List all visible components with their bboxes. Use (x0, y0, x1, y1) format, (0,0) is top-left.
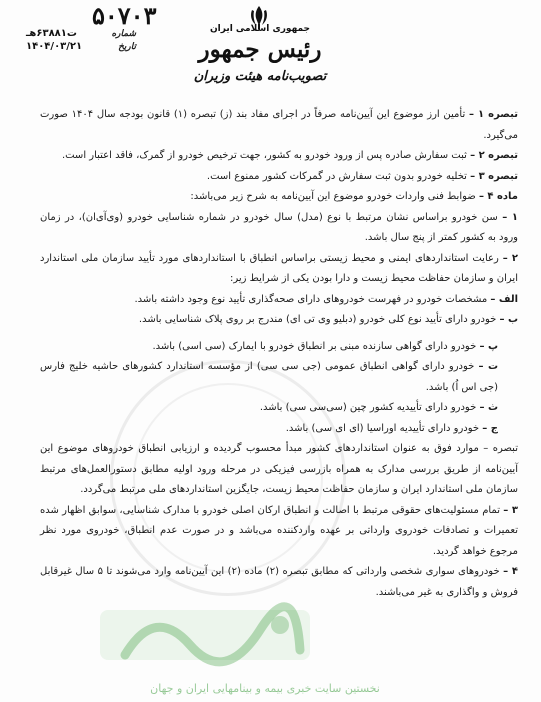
paragraph: ۳ – تمام مسئولیت‌های حقوقی مرتبط با اصالت و انطباق ارکان اصلی خودرو با مدارک شناسایی، سوابق اظهار شده تعمیرات و تصادفات خودروی وارداتی بر عهده واردکننده می‌باشد و در صورت عدم انطباق، خودروی مورد نظر مرجوع خواهد گردید. (40, 504, 519, 557)
document-number: ۵۰۷۰۳ (92, 4, 157, 30)
paragraph: پ – خودرو دارای گواهی سازنده مبنی بر انطباق خودرو با ایمارک (سی اسی) باشد. (152, 340, 498, 352)
council-decree-title: تصویب‌نامه هیئت وزیران (193, 69, 327, 84)
date-value: ۱۴۰۴/۰۳/۲۱ (26, 41, 83, 52)
decree-body (40, 105, 518, 603)
paragraph: ت – خودرو دارای گواهی انطباق عمومی (جی سی سی) از مؤسسه استاندارد کشورهای حاشیه خلیج فارس (جی اس اُ) باشد. (40, 361, 498, 393)
paragraph: ب – خودرو دارای تأیید نوع کلی خودرو (دبلیو وی تی ای) مندرج بر روی پلاک شناسایی باشد. (138, 314, 518, 325)
paragraph: ۲ – رعایت استانداردهای ایمنی و محیط زیستی براساس انطباق با استانداردهای مورد تأیید سازمان ملی استاندارد ایران و سازمان حفاظت محیط زیست و دارا بودن یکی از شرایط زیر: (40, 252, 518, 284)
paragraph: تبصره ۳ – تخلیه خودرو بدون ثبت سفارش در گمرکات کشور ممنوع است. (206, 170, 518, 182)
paragraph: ث – خودرو دارای تأییدیه کشور چین (سی‌سی سی) باشد. (259, 402, 498, 413)
reference-meta (26, 28, 136, 54)
paragraph: ج – خودرو دارای تأییدیه اوراسیا (ای ای سی) باشد. (285, 422, 498, 434)
reference-label: شماره (111, 29, 136, 39)
paragraph: الف – مشخصات خودرو در فهرست خودروهای دارای صحه‌گذاری تأیید نوع وجود داشته باشد. (134, 293, 518, 305)
president-title: رئیس جمهور (198, 36, 322, 63)
paragraph: تبصره ۱ – تأمین ارز موضوع این آیین‌نامه صرفاً در اجرای مفاد بند (ز) تبصره (۱) قانون بودجه سال ۱۴۰۴ صورت می‌گیرد. (40, 109, 518, 141)
watermark-caption: نخستین سایت خبری بیمه و بینامهایی ایران و جهان (150, 682, 380, 695)
paragraph: ۴ – خودروهای سواری شخصی وارداتی که مطابق تبصره (۲) ماده (۲) این آیین‌نامه وارد می‌شوند تا ۵ سال غیرقابل فروش و واگذاری به غیر می‌باشند. (40, 566, 519, 598)
date-row (26, 41, 136, 54)
paragraph: تبصره ۲ – ثبت سفارش صادره پس از ورود خودرو به کشور، جهت ترخیص خودرو از گمرک، فاقد اعتبار است. (61, 150, 518, 161)
paragraph: ۱ – سن خودرو براساس نشان مرتبط با نوع (مدل) سال خودرو در شماره شناسایی خودرو (وی‌آی‌ان)، در زمان ورود به کشور کمتر از پنج سال باشد. (40, 211, 519, 243)
reference-row (26, 28, 136, 41)
site-logo-watermark (95, 600, 315, 670)
republic-name: جمهوری اسلامی ایران (209, 24, 311, 34)
paragraph: ماده ۴ – ضوابط فنی واردات خودرو موضوع این آیین‌نامه به شرح زیر می‌باشد: (190, 191, 518, 202)
reference-value: ت۶۳۸۸۱هـ (26, 28, 77, 39)
date-label: تاریخ (118, 42, 136, 52)
paragraph: تبصره – موارد فوق به عنوان استانداردهای کشور مبدأ محسوب گردیده و ارزیابی انطباق خودروهای موضوع این آیین‌نامه از طریق بررسی مدارک به همراه بازرسی فیزیکی در مرحله ورود اولیه مطابق دستورالعمل‌های مرتبط سازمان ملی استاندارد ایران و سازمان حفاظت محیط زیست، جایگزین استانداردهای ملی مرتبط می‌گردد. (40, 443, 518, 495)
